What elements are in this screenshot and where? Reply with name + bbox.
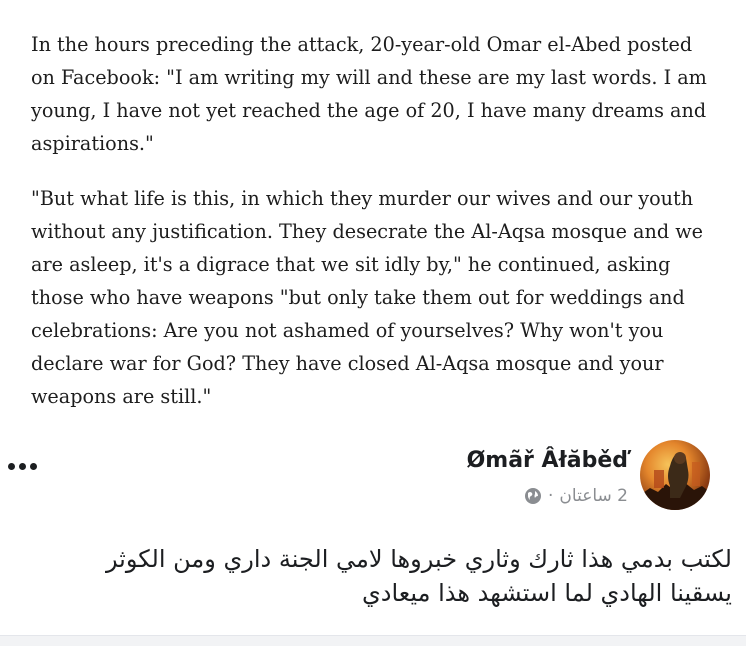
post-text xyxy=(14,542,732,610)
facebook-post-embed xyxy=(0,430,746,646)
article-paragraph: In the hours preceding the attack, 20-year-old Omar el-Abed posted on Facebook: "I am writing my will and these are my last words. I am young, I have not yet reached the age of 20, I have many dreams and aspirations." xyxy=(31,33,707,155)
author-avatar[interactable] xyxy=(640,440,710,510)
article-paragraph: "But what life is this, in which they murder our wives and our youth without any justification. They desecrate the Al-Aqsa mosque and we are asleep, it's a digrace that we sit idly by," he continued, asking those who have weapons "but only take them out for weddings and celebrations: Are you not ashamed of yourselves? Why won't you declare war for God? They have closed Al-Aqsa mosque and your weapons are still." xyxy=(31,187,704,408)
meta-separator: · xyxy=(548,486,554,506)
globe-icon xyxy=(524,487,542,505)
post-author-name[interactable]: Ømãř Âłăběď xyxy=(466,448,628,473)
more-options-icon xyxy=(8,463,15,470)
post-timestamp[interactable]: 2 ساعتان xyxy=(559,486,628,506)
more-options-icon xyxy=(30,463,37,470)
article-body xyxy=(31,28,721,413)
post-bottom-divider xyxy=(0,635,746,646)
more-options-button[interactable] xyxy=(8,456,37,476)
more-options-icon xyxy=(19,463,26,470)
post-text-line: لكتب بدمي هذا ثارك وثاري خبروها لامي الجنة داري ومن الكوثر xyxy=(105,545,732,573)
post-text-line: يسقينا الهادي لما استشهد هذا ميعادي xyxy=(362,579,732,607)
post-meta xyxy=(524,486,628,506)
